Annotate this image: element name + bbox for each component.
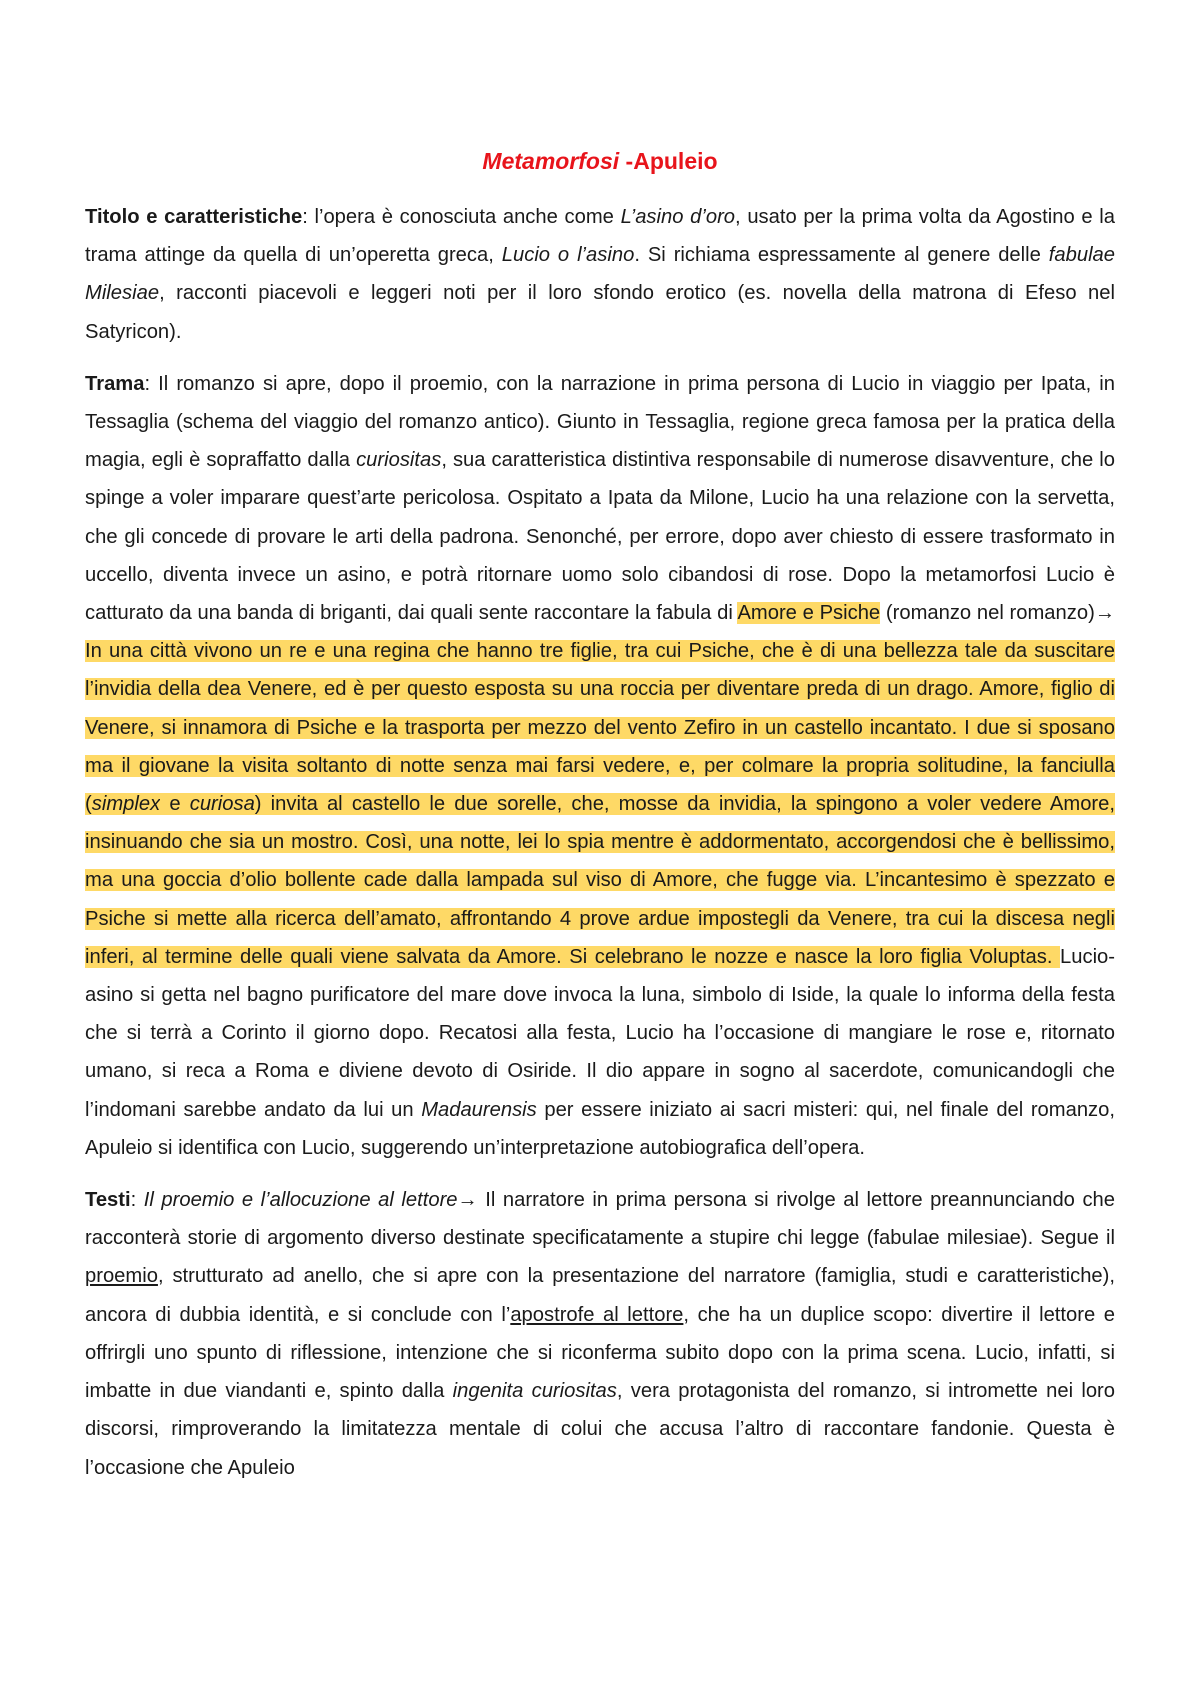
paragraph-testi	[85, 1181, 1115, 1487]
label-trama: Trama	[85, 372, 145, 395]
text-run: per essere iniziato ai sacri misteri: qui, nel finale del romanzo, Apuleio si identifica con Lucio, suggerendo un’interpretazione autobiografica dell’opera.	[85, 1098, 1115, 1159]
text-run: , usato per la prima volta da Agostino e la trama attinge da quella di un’operetta greca,	[85, 206, 1115, 267]
italic-run: Madaurensis	[421, 1098, 537, 1121]
arrow-icon: →	[457, 1189, 478, 1212]
paragraph-titolo	[85, 198, 1115, 351]
text-run: Lucio-asino si getta nel bagno purificatore del mare dove invoca la luna, simbolo di Iside, la quale lo informa della festa che si terrà a Corinto il giorno dopo. Recatosi alla festa, Lucio ha l’occasione di mangiare le rose e, ritornato umano, si reca a Roma e diviene devoto di Osiride. Il dio appare in sogno al sacerdote, comunicandogli che l’indomani sarebbe andato da lui un	[85, 945, 1115, 1121]
italic-run: fabulae Milesiae	[85, 244, 1116, 305]
label-testi: Testi	[85, 1189, 131, 1212]
text-run: , che ha un duplice scopo: divertire il lettore e offrirgli uno spunto di riflessione, intenzione che si riconferma subito dopo con la prima scena. Lucio, infatti, si imbatte in due viandanti e, spinto dalla	[85, 1303, 1115, 1403]
text-run: : l’opera è conosciuta anche come	[302, 206, 621, 228]
paragraph-trama	[85, 365, 1115, 1167]
title-italic: Metamorfosi	[482, 148, 620, 174]
text-run: :	[130, 1189, 144, 1212]
text-run: . Si richiama espressamente al genere delle	[634, 244, 1049, 267]
arrow-icon: →	[1094, 602, 1115, 625]
underlined-text: apostrofe al lettore	[510, 1303, 684, 1326]
highlighted-italic: curiosa	[189, 793, 255, 816]
text-run: : Il romanzo si apre, dopo il proemio, con la narrazione in prima persona di Lucio in viaggio per Ipata, in Tessaglia (schema del viaggio del romanzo antico). Giunto in Tessaglia, regione greca famosa per la pratica della magia, egli è sopraffatto dalla	[85, 372, 1115, 472]
highlighted-text: e	[160, 793, 190, 816]
italic-run: L’asino d’oro	[620, 206, 736, 228]
text-run: , strutturato ad anello, che si apre con la presentazione del narratore (famiglia, studi e caratteristiche), ancora di dubbia identità, e si conclude con l’	[85, 1265, 1115, 1326]
text-run: , sua caratteristica distintiva responsabile di numerose disavventure, che lo spinge a voler imparare quest’arte pericolosa. Ospitato a Ipata da Milone, Lucio ha una relazione con la servetta, che gli concede di provare le arti della padrona. Senonché, per errore, dopo aver chiesto di essere trasformato in uccello, diventa invece un asino, e potrà ritornare uomo solo cibandosi di rose. Dopo la metamorfosi Lucio è catturato da una banda di briganti, dai quali sente raccontare la fabula di	[85, 449, 1115, 625]
italic-run: curiositas	[356, 449, 442, 472]
underlined-text: proemio	[85, 1265, 158, 1288]
page-title	[85, 146, 1115, 176]
italic-run: Il proemio e l’allocuzione al lettore	[143, 1189, 458, 1212]
title-author: -Apuleio	[619, 148, 718, 174]
highlighted-italic: simplex	[91, 793, 161, 816]
text-run: , vera protagonista del romanzo, si intromette nei loro discorsi, rimproverando la limitatezza mentale di colui che accusa l’altro di raccontare fandonie. Questa è l’occasione che Apuleio	[85, 1380, 1116, 1479]
italic-run: ingenita curiositas	[452, 1380, 617, 1403]
text-run: (romanzo nel romanzo)	[880, 602, 1095, 625]
highlighted-text: In una città vivono un re e una regina che hanno tre figlie, tra cui Psiche, che è di una bellezza tale da suscitare l’invidia della dea Venere, ed è per questo esposta su una roccia per diventare preda di un drago. Amore, figlio di Venere, si innamora di Psiche e la trasporta per mezzo del vento Zefiro in un castello incantato. I due si sposano ma il giovane la visita soltanto di notte senza mai farsi vedere, e, per colmare la propria solitudine, la fanciulla (	[85, 640, 1115, 816]
text-run: Il narratore in prima persona si rivolge al lettore preannunciando che racconterà storie di argomento diverso destinate specificatamente a stupire chi legge (fabulae milesiae). Segue il	[85, 1189, 1115, 1250]
label-titolo: Titolo e caratteristiche	[85, 206, 303, 228]
italic-run: Lucio o l’asino	[501, 244, 635, 267]
highlighted-text: ) invita al castello le due sorelle, che, mosse da invidia, la spingono a voler vedere Amore, insinuando che sia un mostro. Così, una notte, lei lo spia mentre è addormentato, accorgendosi che è bellissimo, ma una goccia d’olio bollente cade dalla lampada sul viso di Amore, che fugge via. L’incantesimo è spezzato e Psiche si mette alla ricerca dell’amato, affrontando 4 prove ardue impostegli da Venere, tra cui la discesa negli inferi, al termine delle quali viene salvata da Amore. Si celebrano le nozze e nasce la loro figlia Voluptas.	[85, 793, 1115, 968]
text-run: , racconti piacevoli e leggeri noti per il loro sfondo erotico (es. novella della matrona di Efeso nel Satyricon).	[85, 282, 1115, 343]
highlighted-text: Amore e Psiche	[737, 602, 881, 625]
